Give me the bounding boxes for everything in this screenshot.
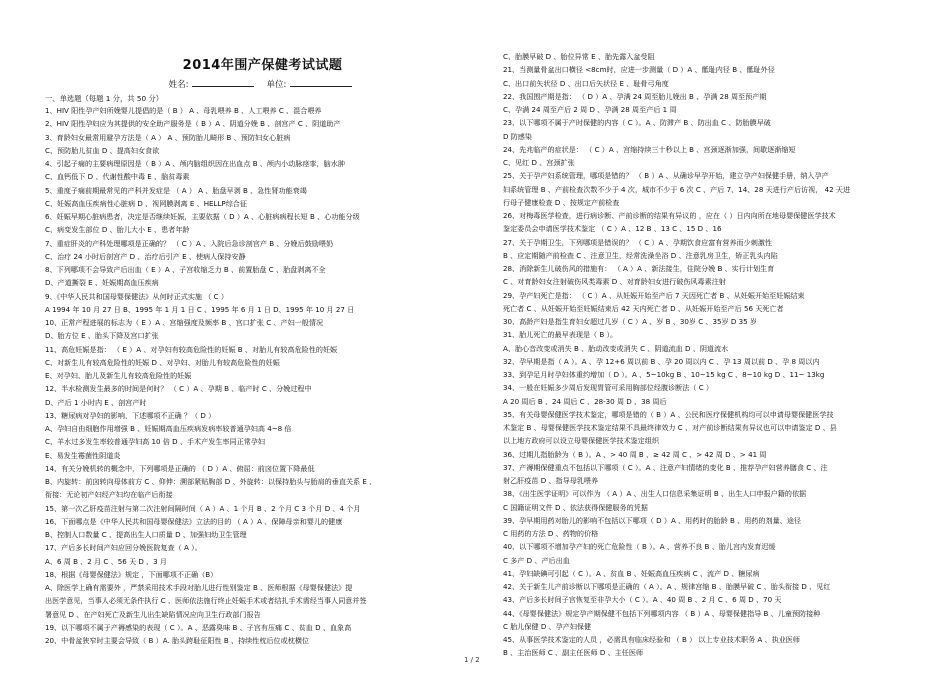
question-line: A 20 周后 B 、24 周后 C 、28-30 周 D 、38 周后 [503,396,667,406]
question-line: E、易发生霉菌性阴道炎 [45,450,121,460]
question-line: 39、孕早期用药对胎儿的影响不包括以下哪项（ D ）A 、用药时的胎龄 B 、用药的剂量、途径 [503,515,801,525]
left-column [45,0,480,647]
question-line: C 胎儿保健 D 、孕产妇保健 [503,621,592,631]
question-line: 13、糖尿病对孕妇的影响，下述哪项不正确 ？（ D ） [45,410,216,420]
question-line: C 用药的方法 D 、药物的价格 [503,529,599,538]
question-line: C、对新生儿有较高危险性的妊娠 D 、对孕妇、对胎儿有较高危险性的妊娠 [45,357,280,367]
question-line: 18、根据《母婴保健法》规定 ，下面哪项不正确（B） [45,569,218,579]
question-line: 鉴定委员会申请医学技术鉴定 （ C ）A 、12 B 、13 C 、15 D 、16 [503,224,722,234]
question-line: A、胎心音改变或消失 B 、胎动改变或消失 C 、阴道流血 D 、阴道流水 [503,343,729,353]
question-line: 16、下面哪点是《中华人民共和国母婴保健法》立法的目的 （ A ）A 、保障母亲和婴儿的健康 [45,516,343,526]
question-line: 44、《母婴保健法》规定孕产期保健不包括下列哪项内容 （ B ）A 、母婴保健指导 B 、儿童预防接种 [503,608,821,618]
question-line: 26、对梅毒医学检查，进行病诊断、产前诊断的结果有异议的 ，应在（ ）日内向所在地母婴保健医学技术 [503,211,836,220]
question-line: 19、以下哪项不属于产褥感染的表现（ C ）。A 、恶露臭味 B 、子宫有压痛 C 、贫血 D 、血象高 [45,622,352,632]
question-line: C、出口前矢状径 D 、出口后矢状径 E 、耻骨弓角度 [503,78,669,88]
question-line: C、预防胎儿贫血 D 、提高妇女食欲 [45,145,160,155]
question-line: 14、有关分娩机转的概念中，下列哪项是正确的 （ D ）A 、俯屈：前囟位置下降最低 [45,463,315,473]
question-line: D、胎方位 E 、胎头下降及宫口扩张 [45,331,159,341]
question-line: 42、关于新生儿产前诊断以下哪项是正确的（ A ）。A 、规律宫缩 B 、胎膜早破 C 、胎头衔接 D 、见红 [503,582,831,591]
question-line: 32、孕早期是指（ A ）。A 、孕 12+6 周以前 B 、孕 20 周以内 C 、孕 13 周以前 D 、孕 8 周以内 [503,356,820,366]
question-line: B、内旋转：前囟转向母体前方 C 、仰伸：溯部紧贴胸部 D 、外旋转：以保持胎头与胎肩的垂直关系 E 、 [45,477,377,486]
page-number: 1 / 2 [464,656,480,664]
question-line: 28、消除新生儿破伤风的措施有： （ A ）A 、新法接生，住院分娩 B 、实行计划生育 [503,264,775,273]
question-line: 署意见 D 、在产妇死亡及新生儿出生缺陷情况应向卫生行政部门报告 [45,609,261,619]
question-line: C 国籍证明文件 D 、依法获得保健服务的凭据 [503,502,648,512]
question-line: 1、HIV 阳性孕产妇所娩婴儿提倡的是（ B ） A 、母乳喂养 B 、人工喂养 C 、混合喂养 [45,106,322,115]
question-line: 3、育龄妇女最常用避孕方法是（ A ） A 、预防胎儿畸形 B 、预防妇女心脏病 [45,132,291,142]
question-line: C、见红 D 、宫颈扩张 [503,158,575,167]
unit-blank [290,77,352,87]
question-line: 10、正常产程进展的标志为（ E ）A 、宫缩强度及频率 B 、宫口扩张 C 、产妇一般情况 [45,318,324,327]
question-line: 7、重症肝炎的产科处理哪项是正确的？ （ C ）A 、入院后急诊剖宫产 B 、分娩后鼓励喂奶 [45,238,334,248]
question-line: 妇系统管理 B 、产前检查次数不少于 4 次，城市不少于 6 次 C 、产后 7、14、28 天进行产后访视， 42 天进 [503,184,851,194]
name-label: 姓名: [168,80,189,90]
question-line: 38、《出生医学证明》可以作为 （ A ）A 、出生人口信息采集证明 B 、出生人口申报户籍的依据 [503,489,807,499]
question-line: C、病变发生部位 D 、胎儿大小 E 、患者年龄 [45,225,190,235]
question-line: D、产道撕裂 E 、妊娠期高血压疾病 [45,278,159,288]
question-line: 36、过期儿指胎龄为（ B ）。A 、> 40 周 B 、≥ 42 周 C 、> 42 周 D 、> 41 周 [503,449,767,459]
question-line: 死亡者 C 、从妊娠开始至妊娠结束后 42 天内死亡者 D 、从妊娠开始至产后 56 天死亡者 [503,303,784,313]
question-line: 24、先兆临产的症状是： （ C ）A 、宫缩持续三十秒以上 B 、宫颈逐渐加强，间歇逐渐缩短 [503,144,796,154]
name-unit-line [45,77,480,90]
question-line: C、妊娠高血压疾病性心脏病 D 、视网膜剥离 E 、HELLP综合征 [45,198,247,208]
question-line: 29、孕产妇死亡是指： （ C ）A 、从妊娠开始至产后 7 天因死亡者 B 、从妊娠开始至妊娠结束 [503,290,805,300]
unit-label: 单位: [266,80,287,90]
question-line: 37、产褥期保健重点不包括以下哪项（ C ）。A 、注意产妇情绪的变化 B 、推荐孕产妇营养膳食 C 、注 [503,462,828,472]
question-line: D、产后 1 小时内 E 、剖宫产时 [45,397,147,407]
question-line: 射乙肝疫苗 D 、指导母乳喂养 [503,476,599,485]
question-line: 衔接：无论初产妇经产妇均在临产后衔接 [45,490,173,500]
question-line: A、除医学上确有需要外 ，严禁采用技术手段对胎儿进行性别鉴定 B 、医师根据《母婴保健法》提 [45,583,353,592]
question-line: 20、中骨盆狭窄时主要会导致（ B ）A. 胎头跨耻征阳性 B 、持续性枕后位或枕横位 [45,636,310,645]
left-question-lines [45,104,480,647]
right-column [503,0,923,660]
question-line: 出医学意见，当事人必须无条件执行 C 、医师依法施行终止妊娠手术或者结扎手术需经当事人同意并签 [45,596,367,606]
question-line: B 、主治医师 C 、副主任医师 D 、主任医师 [503,648,644,658]
name-blank [192,77,254,87]
question-line: 6、妊娠早期心脏病患者，决定是否继续妊娠，主要依据（ D ）A 、心脏病病程长短 B 、心功能分级 [45,212,360,221]
question-line: 31、胎儿死亡的最早表现是（ B ）。 [503,330,618,340]
question-line: 术鉴定 B 、母婴保健医学技术鉴定结果不具最终律效力 C 、对产前诊断结果有异议也可以申请鉴定 D 、县 [503,423,837,432]
question-line: 2、HIV 阳性孕妇应为其提供的安全助产服务是（ B ）A 、阴道分娩 B 、剖宫产 C 、阴道助产 [45,119,341,129]
question-line: 25、关于孕产妇系统管理，哪项是错的？ （ B ）A 、从确诊早孕开始，建立孕产妇保健手册，纳入孕产 [503,171,829,181]
question-line: D 防感染 [503,131,532,141]
question-line: C 多产 D 、产后出血 [503,555,570,565]
question-line: C、孕满 24 周至产后 2 周 D 、孕满 28 周至产后 1 周 [503,105,677,114]
question-line: 17、产后多长时间产妇应回分娩医院复查（ A ）。 [45,543,202,553]
question-line: 30、高龄产妇是指生育妇女超过几岁（ C ）A 、岁 B 、30岁 C 、35岁 D 35 岁 [503,317,757,326]
question-line: 41、孕妇缺碘可引起（ C ）。A 、贫血 B 、妊娠高血压疾病 C 、流产 D 、糖尿病 [503,568,760,578]
question-line: 9、《中华人民共和国母婴保健法》从何时正式实施 （ C ） [45,291,228,301]
question-line: 40、以下哪项不增加孕产妇的死亡危险性（ B ）。A 、营养不良 B 、胎儿宫内发育迟缓 [503,542,776,552]
question-line: C、治疗 24 小时后剖宫产 D 、治疗后引产 E 、使病人保持安静 [45,251,246,261]
question-line: 45、从事医学技术鉴定的人员 ，必需具有临床经验和 （ B ） 以上专业技术职务 A 、执业医师 [503,635,800,644]
question-line: B、控制人口数量 C 、提高出生人口质量 D 、加强妇幼卫生管理 [45,530,247,539]
question-line: 23、以下哪项不属于产时保健的内容（ C ）。A 、防滞产 B 、防出血 C 、防胎膜早破 [503,118,771,128]
question-line: 43、产后多长时间子宫恢复至非孕大小（ C ）。A 、40 周 B 、2 月 C 、6 周 D 、70 天 [503,595,782,605]
question-line: 22、我国围产期是指： （ D ）A 、孕满 24 周至胎儿娩出 B 、孕满 28 周至预产期 [503,91,767,101]
right-question-lines [503,50,923,660]
question-line: C、胎膜早破 D 、胎位异常 E 、胎先露入盆受阻 [503,52,655,61]
section-heading: 一、单选题（每题 1 分，共 50 分） [45,94,164,103]
question-line: B 、应定期随产前检查 C 、注意卫生，经常洗澡坐浴 D 、注意乳房卫生，矫正乳头内陷 [503,250,778,260]
question-line: 12、半水检测发生最多的时间是何时？ （ C ）A 、孕期 B 、临产时 C 、分娩过程中 [45,384,312,394]
question-line: 以上地方政府可以设立母婴保健医学技术鉴定组织 [503,436,660,446]
page-title: 2014年围产保健考试试题 [182,58,343,73]
question-line: A 1994 年 10 月 27 日 B、1995 年 1 月 1 日 C 、1995 年 6 月 1 日 D、1995 年 10 月 27 日 [45,304,355,314]
question-line: 34、一般在妊娠多少周后发现胃管可采用胸部位经腹诊断法（ C ） [503,383,714,393]
question-line: 35、有关母婴保健医学技术鉴定，哪项是错的（ B ）A 、公民和医疗保健机构均可以申请母婴保健医学技 [503,409,834,419]
question-line: 33、到孕足月时孕妇体重约增加（ D ）。A 、5~10kg B 、10~15 kg C 、8~10 kg D 、11~ 13kg [503,370,825,379]
question-line: C、羊水过多发生率较普通孕妇高 10 倍 D 、手术产发生率同正常孕妇 [45,437,265,447]
question-line: C 、对育龄妇女注射破伤风类毒素 D 、对育龄妇女进行破伤风毒素注射 [503,277,726,287]
question-line: A、6 周 B 、2 月 C 、56 天 D 、3 月 [45,556,167,566]
question-line: 11、高危妊娠是指： （ E ）A 、对孕妇有较高危险性的妊娠 B 、对胎儿有较高危险性的妊娠 [45,344,338,354]
question-line: 21、当测量骨盆出口横径 <8cm时，应进一步测量（ D ）A 、骶耻内径 B 、骶耻外径 [503,65,775,75]
question-line: A、孕妇自由细胞作用增强 B 、妊娠期高血压疾病发病率较普通孕妇高 4~8 倍 [45,424,292,433]
question-line: 27、关于孕期卫生，下列哪项是错误的？ （ C ）A 、孕期饮食应富有营养而少刺激性 [503,237,773,247]
question-line: 4、引起子痫的主要病理原因是（ B ）A 、颅内脑组织因在出血点 B 、颅内小动脉痉挛，脑水肿 [45,159,345,168]
question-line: 8、下列哪项不会导致产后出血（ E ）A 、子宫收缩乏力 B 、前置胎盘 C 、胎盘剥离不全 [45,265,326,274]
question-line: E、对孕妇、胎儿及新生儿有较高危险性的妊娠 [45,371,192,380]
question-line: 15、第一次乙肝疫苗注射与第二次注射间隔时间（ A ）A 、1 个月 B 、2 个月 C 3 个月 D 、4 个月 [45,503,361,513]
question-line: 行母子健康检查 D 、按规定产前检查 [503,197,620,207]
question-line: 5、重度子痫前期最常见的产科并发症是 （ A ） A 、胎盘早剥 B 、急性肾功能衰竭 [45,185,307,195]
question-line: C、血钙低下 D 、代谢性酸中毒 E 、脑贫毒素 [45,172,190,182]
